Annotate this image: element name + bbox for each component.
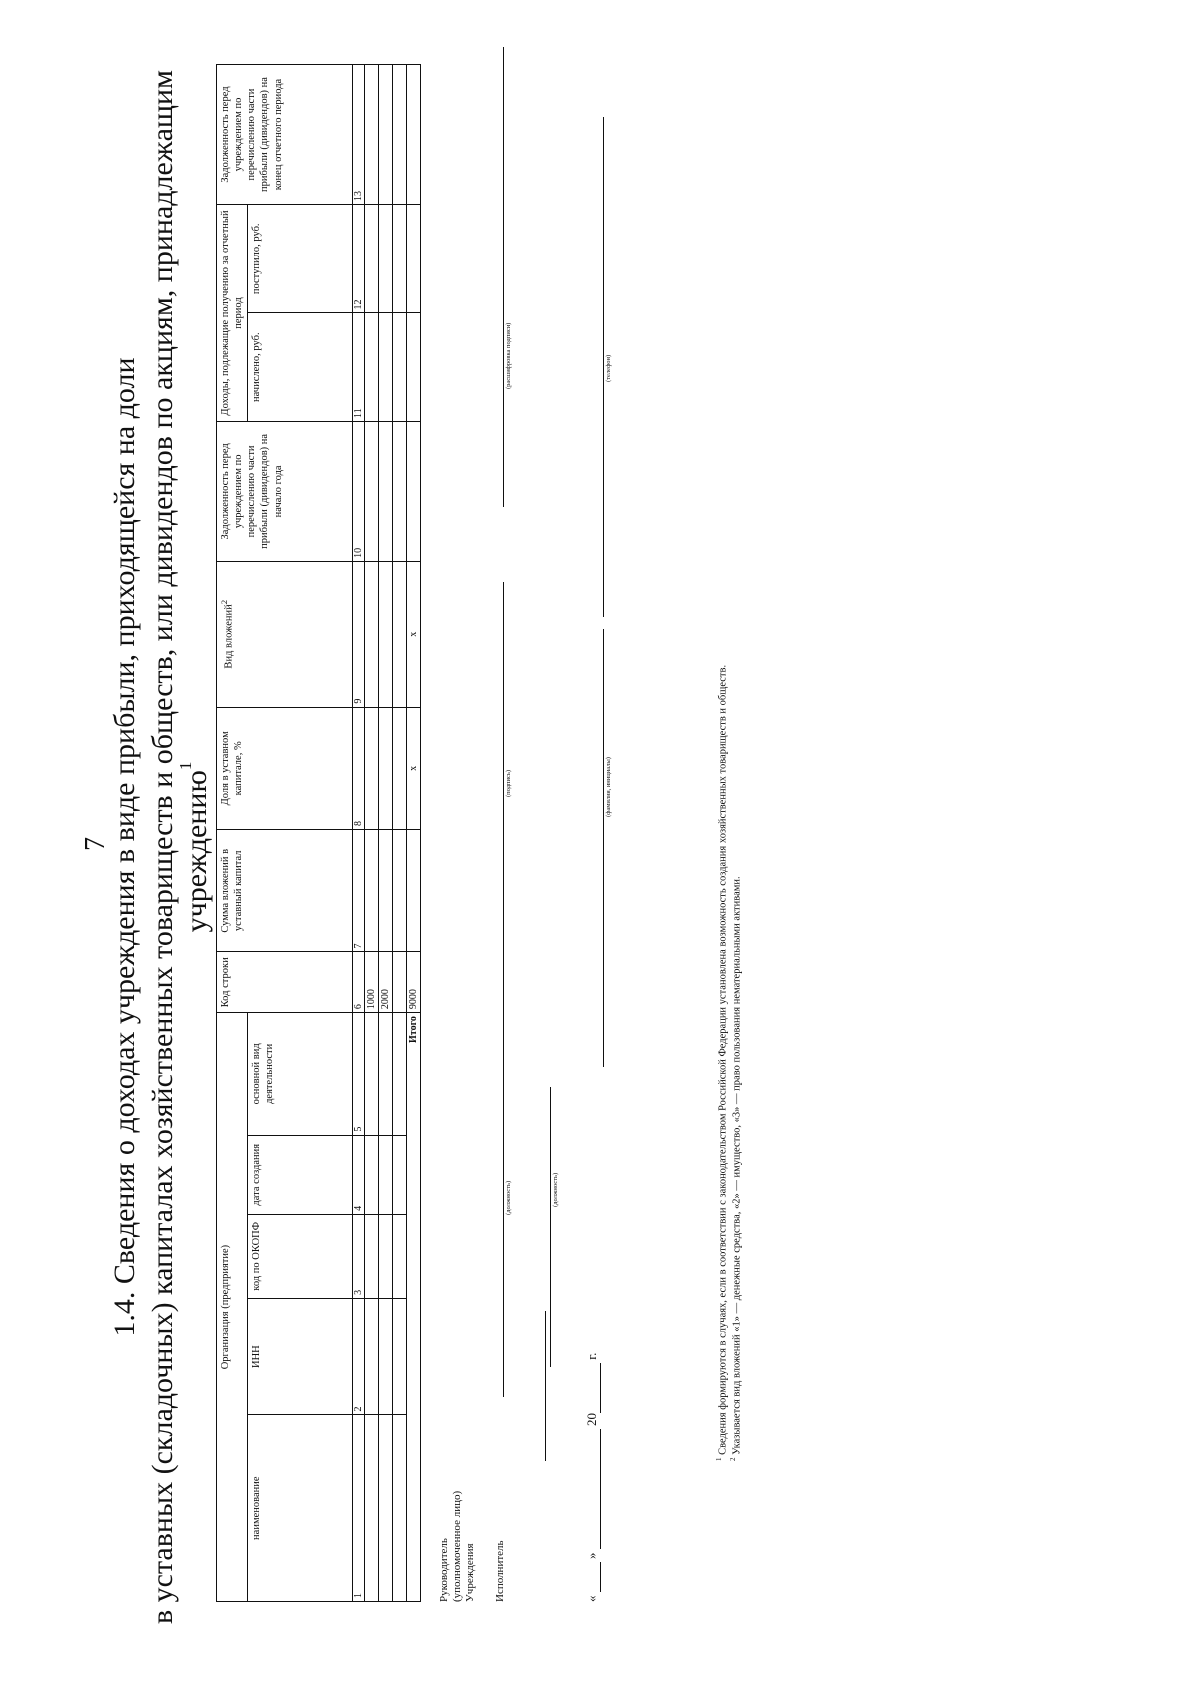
sum-cell[interactable] (365, 830, 379, 952)
debt-start-cell[interactable] (393, 421, 407, 561)
date-year-prefix: 20 (584, 1413, 599, 1426)
header-received: поступило, руб. (248, 205, 353, 313)
inn-cell[interactable] (365, 1298, 379, 1415)
date-close-quote: » (584, 1552, 599, 1559)
inn-cell[interactable] (393, 1298, 407, 1415)
okopf-cell[interactable] (379, 1214, 393, 1298)
received-cell[interactable] (365, 205, 379, 313)
column-number: 13 (353, 65, 365, 205)
head-signature-decode-line[interactable] (503, 47, 504, 507)
column-number: 11 (353, 313, 365, 421)
caption-signature-decode: (расшифровка подписи) (505, 322, 512, 389)
header-investment-type-mark: 2 (219, 599, 229, 605)
total-type-cell: x (407, 561, 421, 707)
head-label (438, 1491, 478, 1602)
footnote-2-text: Указывается вид вложений «1» — денежные средства, «2» — имущество, «3» — право пользования нематериальными активами. (731, 876, 743, 1455)
footnote-separator (545, 1311, 546, 1461)
footnote-1-mark: 1 (715, 1457, 723, 1461)
footnote-2-mark: 2 (729, 1457, 737, 1461)
caption-name: (фамилия, инициалы) (605, 757, 612, 817)
header-created: дата создания (248, 1135, 353, 1214)
head-signature-line[interactable] (503, 582, 504, 962)
date-year-field[interactable] (584, 1363, 601, 1413)
type-cell[interactable] (393, 561, 407, 707)
column-number: 5 (353, 1013, 365, 1135)
performer-name-line[interactable] (603, 629, 604, 1067)
total-sum-cell[interactable] (407, 830, 421, 952)
title-line-3 (176, 47, 215, 1647)
header-inn: ИНН (248, 1298, 353, 1415)
header-organization: Организация (предприятие) (217, 1013, 248, 1602)
column-number: 3 (353, 1214, 365, 1298)
okopf-cell[interactable] (393, 1214, 407, 1298)
table-row (379, 65, 393, 1602)
footnote-2 (729, 876, 743, 1461)
caption-position: (должность) (505, 1180, 512, 1215)
title-line-2: в уставных (складочных) капиталах хозяйственных товариществ и обществ, или дивидендов по акциям, принадлежащим (146, 69, 179, 1625)
date-day-field[interactable] (584, 1562, 601, 1592)
column-number: 1 (353, 1415, 365, 1602)
created-cell[interactable] (365, 1135, 379, 1214)
header-name: наименование (248, 1415, 353, 1602)
row-code-cell: 1000 (365, 952, 379, 1013)
column-number: 8 (353, 707, 365, 829)
header-debt-start: Задолженность перед учреждением по перечислению части прибыли (дивидендов) на начало года (217, 421, 353, 561)
header-row-1 (217, 65, 248, 1602)
debt-start-cell[interactable] (365, 421, 379, 561)
caption-phone: (телефон) (605, 354, 612, 382)
performer-position-line[interactable] (550, 1087, 551, 1367)
accrued-cell[interactable] (365, 313, 379, 421)
caption-position-2: (должность) (552, 1172, 559, 1207)
date-line (584, 1353, 601, 1602)
footnote-1 (715, 665, 729, 1461)
header-income-group: Доходы, подлежащие получению за отчетный период (217, 205, 248, 422)
created-cell[interactable] (393, 1135, 407, 1214)
created-cell[interactable] (379, 1135, 393, 1214)
footnote-1-text: Сведения формируются в случаях, если в соответствии с законодательством Российской Федерации установлена возможность создания хозяйственных товариществ и обществ. (717, 664, 729, 1455)
column-number: 9 (353, 561, 365, 707)
accrued-cell[interactable] (393, 313, 407, 421)
title-line-3-text: учреждению (180, 770, 213, 933)
total-row-code: 9000 (407, 952, 421, 1013)
column-number: 4 (353, 1135, 365, 1214)
total-row (407, 65, 421, 1602)
date-year-suffix: г. (584, 1352, 599, 1360)
header-investment-type-text: Вид вложений (223, 604, 235, 669)
header-accrued: начислено, руб. (248, 313, 353, 421)
name-cell[interactable] (393, 1415, 407, 1602)
header-share: Доля в уставном капитале, % (217, 707, 353, 829)
type-cell[interactable] (365, 561, 379, 707)
debt-end-cell[interactable] (379, 65, 393, 205)
activity-cell[interactable] (379, 1013, 393, 1135)
accrued-cell[interactable] (379, 313, 393, 421)
total-received-cell[interactable] (407, 205, 421, 313)
total-debt-start-cell[interactable] (407, 421, 421, 561)
name-cell[interactable] (379, 1415, 393, 1602)
debt-end-cell[interactable] (393, 65, 407, 205)
title-footnote-mark: 1 (176, 761, 195, 771)
total-label: Итого (407, 1013, 421, 1602)
activity-cell[interactable] (393, 1013, 407, 1135)
name-cell[interactable] (365, 1415, 379, 1602)
table-row (365, 65, 379, 1602)
title-line-1: 1.4. Сведения о доходах учреждения в виде прибыли, приходящейся на доли (108, 357, 141, 1337)
share-cell[interactable] (365, 707, 379, 829)
head-label-line-1: Руководитель (438, 1538, 450, 1602)
received-cell[interactable] (393, 205, 407, 313)
header-debt-end: Задолженность перед учреждением по перечислению части прибыли (дивидендов) на конец отчетного периода (217, 65, 353, 205)
table-row (393, 65, 407, 1602)
type-cell[interactable] (379, 561, 393, 707)
sum-cell[interactable] (379, 830, 393, 952)
header-investment-type (217, 561, 353, 707)
header-okopf: код по ОКОПФ (248, 1214, 353, 1298)
date-open-quote: « (584, 1595, 599, 1602)
column-numbers-row (353, 65, 365, 1602)
row-code-cell (393, 952, 407, 1013)
column-number: 6 (353, 952, 365, 1013)
okopf-cell[interactable] (365, 1214, 379, 1298)
date-month-field[interactable] (584, 1429, 601, 1549)
column-number: 10 (353, 421, 365, 561)
share-cell[interactable] (379, 707, 393, 829)
income-table (216, 64, 421, 1602)
page-number: 7 (80, 837, 111, 851)
received-cell[interactable] (379, 205, 393, 313)
total-share-cell: x (407, 707, 421, 829)
caption-signature: (подпись) (505, 770, 512, 797)
column-number: 2 (353, 1298, 365, 1415)
header-investment-sum: Сумма вложений в уставный капитал (217, 830, 353, 952)
head-label-line-3: Учреждения (464, 1543, 477, 1602)
total-debt-end-cell[interactable] (407, 65, 421, 205)
activity-cell[interactable] (365, 1013, 379, 1135)
total-accrued-cell[interactable] (407, 313, 421, 421)
head-position-line[interactable] (503, 927, 504, 1397)
share-cell[interactable] (393, 707, 407, 829)
column-number: 12 (353, 205, 365, 313)
debt-end-cell[interactable] (365, 65, 379, 205)
inn-cell[interactable] (379, 1298, 393, 1415)
header-row-code: Код строки (217, 952, 353, 1013)
header-activity: основной вид деятельности (248, 1013, 353, 1135)
performer-phone-line[interactable] (603, 117, 604, 617)
sum-cell[interactable] (393, 830, 407, 952)
head-label-line-2: (уполномоченное лицо) (451, 1490, 464, 1602)
row-code-cell: 2000 (379, 952, 393, 1013)
performer-label: Исполнитель (494, 1540, 506, 1602)
column-number: 7 (353, 830, 365, 952)
debt-start-cell[interactable] (379, 421, 393, 561)
